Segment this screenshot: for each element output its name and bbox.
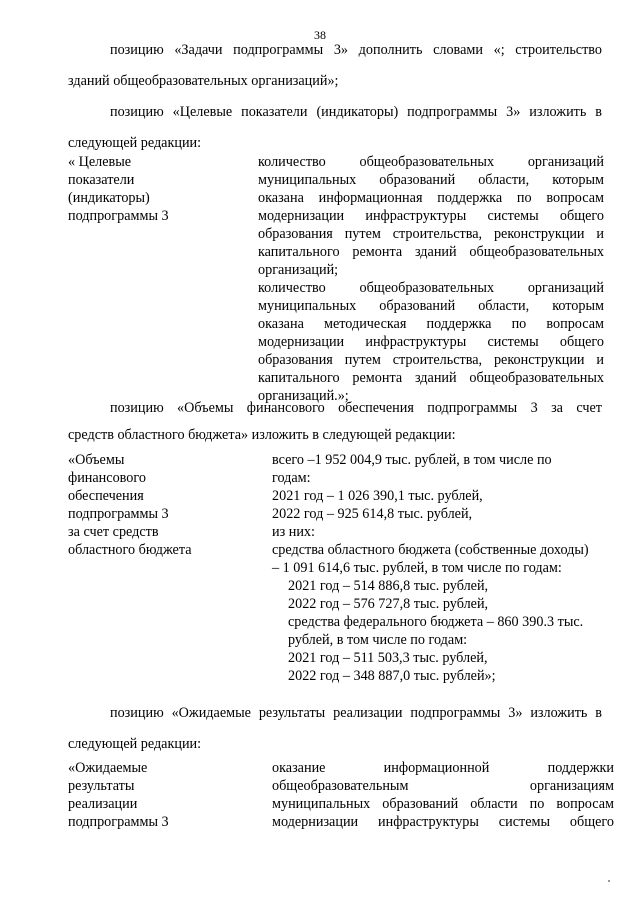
- funding-volume-text: [272, 451, 612, 685]
- paragraph-1-line-1: позицию «Задачи подпрограммы 3» дополнить словами «; строительство: [110, 42, 602, 58]
- text-line: организаций;: [258, 262, 339, 278]
- text-line: годам:: [272, 470, 311, 486]
- label-line: реализации: [68, 796, 138, 812]
- paragraph-3-line-1: позицию «Объемы финансового обеспечения подпрограммы 3 за счет: [110, 400, 602, 416]
- text-line: муниципальных образований области по вопросам: [272, 796, 614, 812]
- label-line: результаты: [68, 778, 135, 794]
- paragraph-3-line-2: средств областного бюджета» изложить в следующей редакции:: [68, 427, 456, 443]
- paragraph-1-line-2: зданий общеобразовательных организаций»;: [68, 73, 339, 89]
- funding-volume-label: [68, 451, 192, 559]
- text-line: капитального ремонта зданий общеобразовательных: [258, 370, 604, 386]
- text-line: муниципальных образований области, которым: [258, 298, 604, 314]
- paragraph-4-line-1: позицию «Ожидаемые результаты реализации подпрограммы 3» изложить в: [110, 705, 602, 721]
- text-line: модернизации инфраструктуры системы общего: [272, 814, 614, 830]
- text-line: оказание информационной поддержки: [272, 760, 614, 776]
- target-indicators-label: [68, 153, 169, 225]
- label-line: подпрограммы 3: [68, 814, 169, 830]
- text-line: модернизации инфраструктуры системы общего: [258, 334, 604, 350]
- paragraph-2-line-2: следующей редакции:: [68, 135, 202, 151]
- text-line: – 1 091 614,6 тыс. рублей, в том числе по годам:: [272, 560, 562, 576]
- label-line: подпрограммы 3: [68, 506, 169, 522]
- scan-speck: [608, 880, 610, 882]
- text-line: 2021 год – 514 886,8 тыс. рублей,: [288, 578, 489, 594]
- paragraph-2-line-1: позицию «Целевые показатели (индикаторы) подпрограммы 3» изложить в: [110, 104, 602, 120]
- text-line: организаций.»;: [258, 388, 349, 404]
- text-line: количество общеобразовательных организаций: [258, 154, 604, 170]
- text-line: из них:: [272, 524, 315, 540]
- text-line: 2021 год – 1 026 390,1 тыс. рублей,: [272, 488, 483, 504]
- label-line: за счет средств: [68, 524, 159, 540]
- label-line: « Целевые: [68, 154, 132, 170]
- label-line: подпрограммы 3: [68, 208, 169, 224]
- label-line: областного бюджета: [68, 542, 192, 558]
- text-line: общеобразовательным организациям: [272, 778, 614, 794]
- text-line: 2022 год – 348 887,0 тыс. рублей»;: [288, 668, 496, 684]
- text-line: количество общеобразовательных организаций: [258, 280, 604, 296]
- text-line: капитального ремонта зданий общеобразовательных: [258, 244, 604, 260]
- text-line: муниципальных образований области, которым: [258, 172, 604, 188]
- text-line: оказана методическая поддержка по вопросам: [258, 316, 604, 332]
- text-line: образования путем строительства, реконструкции и: [258, 226, 604, 242]
- expected-results-text: [272, 759, 614, 831]
- paragraph-4-line-2: следующей редакции:: [68, 736, 202, 752]
- label-line: «Ожидаемые: [68, 760, 148, 776]
- text-line: оказана информационная поддержка по вопросам: [258, 190, 604, 206]
- text-line: образования путем строительства, реконструкции и: [258, 352, 604, 368]
- label-line: финансового: [68, 470, 146, 486]
- text-line: средства областного бюджета (собственные доходы): [272, 542, 589, 558]
- text-line: 2022 год – 925 614,8 тыс. рублей,: [272, 506, 473, 522]
- label-line: (индикаторы): [68, 190, 150, 206]
- text-line: 2022 год – 576 727,8 тыс. рублей,: [288, 596, 489, 612]
- text-line: рублей, в том числе по годам:: [288, 632, 468, 648]
- target-indicators-text: [258, 153, 604, 405]
- label-line: «Объемы: [68, 452, 125, 468]
- label-line: обеспечения: [68, 488, 144, 504]
- text-line: средства федерального бюджета – 860 390.3 тыс.: [288, 614, 584, 630]
- page-number: 38: [314, 28, 326, 42]
- text-line: модернизации инфраструктуры системы общего: [258, 208, 604, 224]
- expected-results-label: [68, 759, 169, 831]
- text-line: 2021 год – 511 503,3 тыс. рублей,: [288, 650, 488, 666]
- label-line: показатели: [68, 172, 135, 188]
- text-line: всего –1 952 004,9 тыс. рублей, в том числе по: [272, 452, 552, 468]
